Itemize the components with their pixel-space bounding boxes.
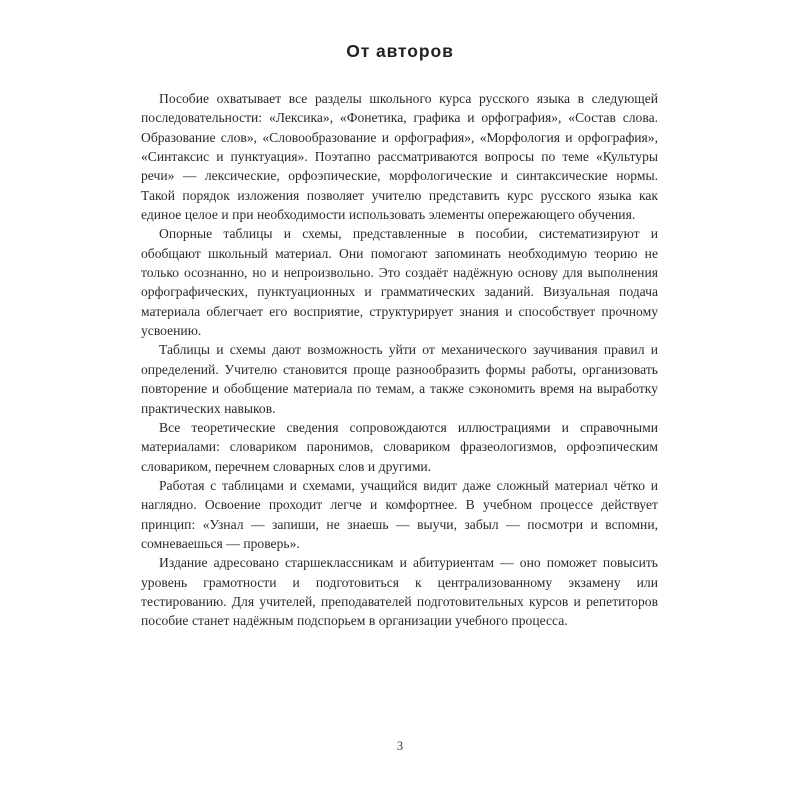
paragraph: Таблицы и схемы дают возможность уйти от механического заучивания правил и определений. Учителю становится проще разнообразить формы работы, организовать повторение и обобщение материала по темам, а также сэкономить время на выработку практических навыков. <box>141 342 658 416</box>
paragraph: Пособие охватывает все разделы школьного курса русского языка в следующей последовательности: «Лексика», «Фонетика, графика и орфография», «Состав слова. Образование слов», «Словообразование и орфография», «Морфология и орфография», «Синтаксис и пунктуация». Поэтапно рассматриваются вопросы по теме «Культуры речи» — лексические, орфоэпические, морфологические и синтаксические нормы. Такой порядок изложения позволяет учителю представить курс русского языка как единое целое и при необходимости использовать элементы опережающего обучения. <box>141 91 658 223</box>
paragraph: Опорные таблицы и схемы, представленные в пособии, систематизируют и обобщают школьный материал. Они помогают запоминать необходимую теорию не только осознанно, но и непроизвольно. Это создаёт надёжную основу для выполнения орфографических, пунктуационных и грамматических заданий. Визуальная подача материала облегчает его восприятие, структурирует знания и способствует прочному усвоению. <box>141 226 658 339</box>
page-title: От авторов <box>346 41 454 61</box>
paragraph: Работая с таблицами и схемами, учащийся видит даже сложный материал чётко и наглядно. Освоение проходит легче и комфортнее. В учебном процессе действует принцип: «Узнал — запиши, не знаешь — выучи, забыл — посмотри и вспомни, сомневаешься — проверь». <box>141 477 658 551</box>
body-text-column <box>141 89 658 631</box>
paragraph: Все теоретические сведения сопровождаются иллюстрациями и справочными материалами: словариком паронимов, словариком фразеологизмов, орфоэпическим словариком, перечнем словарных слов и другими. <box>141 419 658 474</box>
page-number: 3 <box>396 739 404 753</box>
paragraph: Издание адресовано старшеклассникам и абитуриентам — оно поможет повысить уровень грамотности и подготовиться к централизованному экзамену или тестированию. Для учителей, преподавателей подготовительных курсов и репетиторов пособие станет надёжным подспорьем в организации учебного процесса. <box>141 555 658 629</box>
